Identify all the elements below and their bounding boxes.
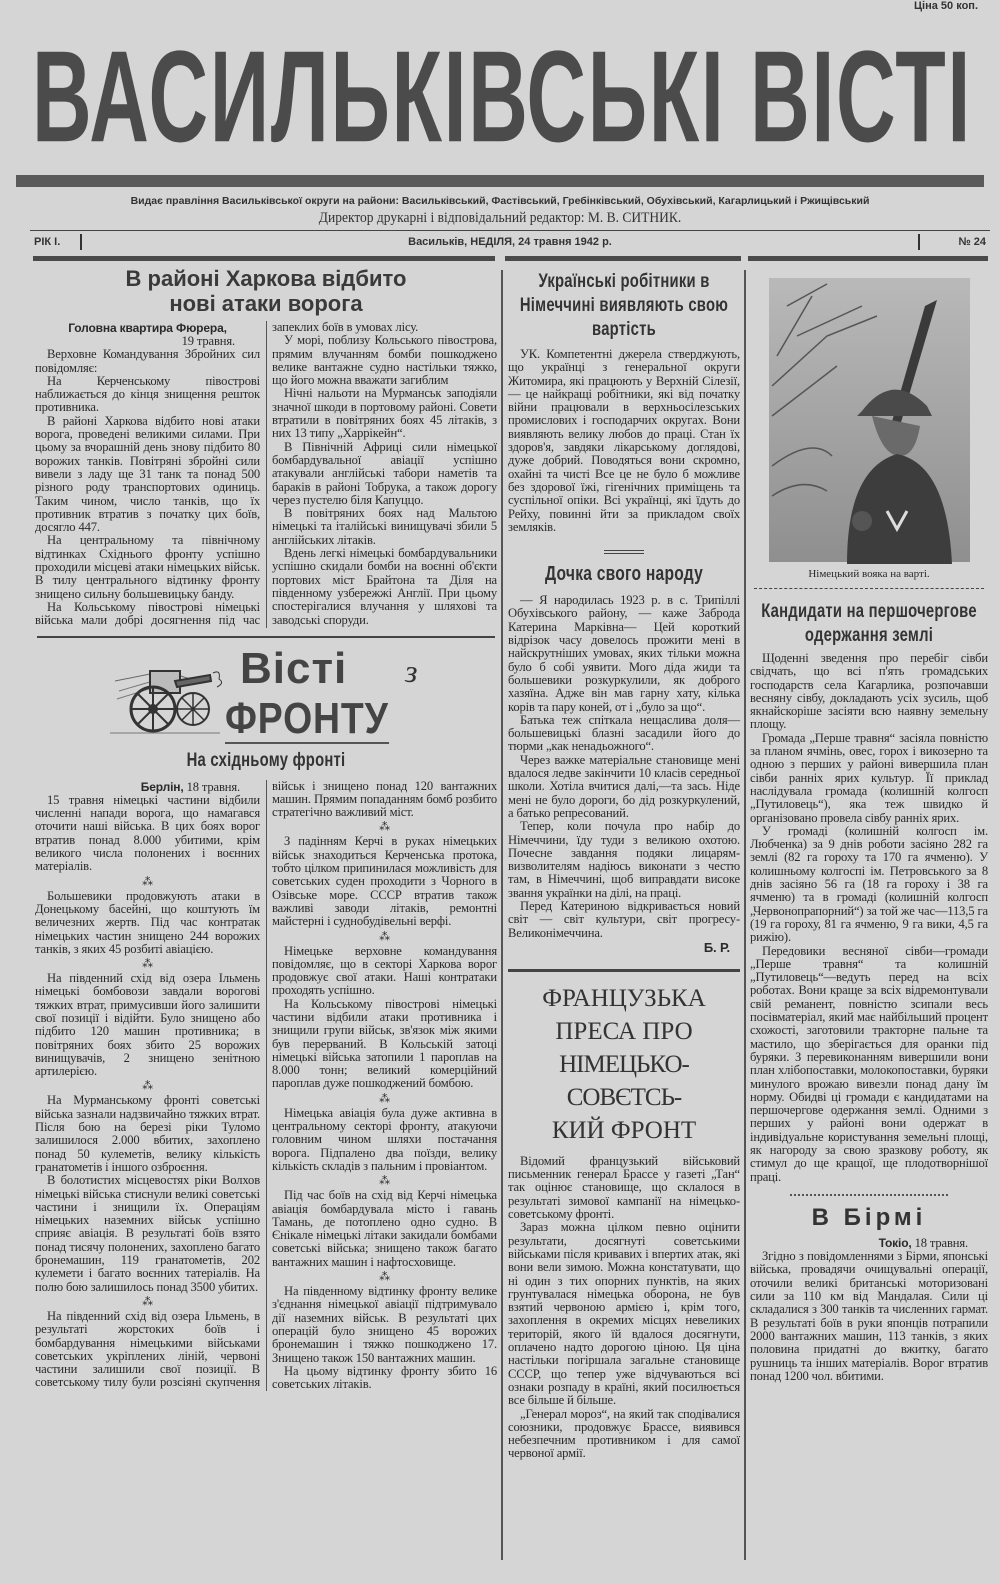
asterism: ⁂: [379, 930, 390, 943]
headline-line: НІМЕЦЬКО-СОВЄТСЬ-: [559, 1050, 689, 1111]
headline-line: ПРЕСА ПРО: [555, 1017, 693, 1045]
price: Ціна 50 коп.: [914, 0, 978, 12]
paragraph: У морі, поблизу Кольського півострова, прямим влучанням бомби пошкоджено велике вантажне судно настільки тяжко, що його можна вважати загиблим: [272, 333, 497, 388]
paragraph: На південний схід від озера Ільмень, в результаті жорстоких боїв і бомбардування німецькими військами советських укріплених ліній, червоні частини залишили свої позиції. В советському тилу були розсіяні скупчення військ і знищено понад 120 вантажних машин. Прямим попаданням бомб розбито стратегічно важливий міст.: [35, 778, 497, 1390]
paragraph: Передовики весняної сівби—громади „Перше травня“ та колишній „Путиловець“—ведуть перед на всіх роботах. Вони краще за всіх відремонтували свій реманент, повністю зсипали весь посівматеріал, який має найбільший процент схожості, заготовили тракторне пальне та мастило, що зберігається для оранки під буряки. З перевиконанням вивершили вони план хлібопоставки, молокопоставки, буряки минулого врожаю вивезли понад дану їм норму. Обидві ці громади є кандидатами на першочергове одержання землі. Одними з перших у районі вони одержат в індивідуальне користування земельні площі, як нагороду за свою зразкову роботу, як стимул до ще кращої, ще плодотворнішої праці.: [750, 943, 988, 1184]
paragraph: Большевики продовжують атаки в Донецькому басейні, що коштують їм величезних жертв. Під час контратак німецьких частин знищено 244 ворожих танків, з яких 45 розбиті авіацією.: [35, 888, 260, 956]
headline: В районі Харкова відбито нові атаки ворога: [125, 266, 407, 316]
divider: [33, 256, 495, 261]
masthead-bar: [16, 175, 984, 187]
right-column: [750, 270, 988, 1383]
paragraph: На Кольському півострові німецькі частини відбили атаки противника і знищили групи військ, зв'язок між якими був перерваний. В Кольській затоці німецькі війська затопили 1 пароплав на 8.000 тонн; великий комерційний пароплав дуже пошкоджений бомбою.: [272, 996, 497, 1091]
paragraph: У громаді (колишній колгосп ім. Любченка) за 9 днів роботи засіяно 282 га землі (82 га гороху та 170 га ячменю). У колишньому колгоспі ім. Петровського за 8 днів засіяно 56 га (18 га гороху і 38 га ячменю) та в громаді (колишній колгосп „Червонопрапорний“) за той же час—113,5 га (19 га гороху, 81 га ячменю, 9 га вики, 4,5 га рижію).: [750, 823, 988, 945]
paragraph: Через важке матеріальне становище мені вдалося ледве закінчити 10 класів середньої школи. Хотіла вчитися далі,—та зась. Ніде мені не було дороги, бо дід розкуркулений, а батько репресований.: [508, 752, 740, 820]
article-daughter-body: [508, 594, 740, 955]
divider: [508, 969, 740, 972]
front-news-body: [35, 780, 497, 1392]
paragraph: В повітряних боях над Мальтою німецькі та італійські винищувачі збили 5 англійських літаків.: [272, 506, 497, 547]
paragraph: Вдень легкі німецькі бомбардувальники успішно скидали бомби на воєнні об'єкти портових міст Брайтона та Діля на південному узбережжі Англії. При цьому спостерігалися влучання у шляхові та заводські споруди.: [272, 546, 497, 627]
issue-date: Васильків, НЕДІЛЯ, 24 травня 1942 р.: [408, 236, 612, 248]
paragraph: Згідно з повідомленнями з Бірми, японські війська, провадячи очищувальні операції, оточили великі британські моторизовані сили за 110 км від Мандалая. Сили ці складалися з 300 танків та численних гармат. В результаті боїв в руки японців потрапили 2000 вантажних машин, 113 танків, з яких половина придатні до вжитку, багато рушниць та інших матеріалів. Ворог втратив понад 1200 чол. вбитими.: [750, 1249, 988, 1383]
divider: [604, 550, 644, 554]
divider: [748, 256, 988, 261]
paragraph: Відомий французький військовий письменник генерал Брассе у газеті „Тан“ так оцінює становище, що склалося в результаті зимової кампанії на німецько-советському фронті.: [508, 1153, 740, 1222]
article-workers-body: [508, 348, 740, 534]
soldier-photo-image: [767, 276, 972, 564]
divider: [37, 636, 495, 638]
asterism: ⁂: [379, 821, 390, 834]
asterism: ⁂: [142, 875, 153, 888]
divider: [30, 230, 990, 231]
cannon-icon: [105, 651, 225, 741]
paragraph: Німецька авіація була дуже активна в центральному секторі фронту, атакуючи головним чином шляхи постачання ворога. Підпалено два поїзди, велику кількість складів з пальним і провіантом.: [272, 1105, 497, 1173]
article-kharkiv: [35, 266, 497, 628]
middle-column: [508, 270, 740, 1461]
divider: [505, 256, 741, 261]
headline-french-press: [508, 982, 740, 1147]
section-subtitle: На східньому фронті: [186, 749, 346, 771]
banner-word-from: з: [405, 652, 418, 689]
masthead: [32, 24, 972, 170]
paragraph: З падінням Керчі в руках німецьких військ знаходиться Керченська протока, тобто цілком припинилася можливість для советських суден проходити з Чорного в Озівське море. СССР втратив також важливі заводи літаків, ремонтні майстерні і суднобудівельні верфі.: [272, 834, 497, 929]
headline-line: ФРАНЦУЗЬКА: [542, 984, 706, 1012]
paragraph: На цьому відтинку фронту збито 16 советських літаків.: [272, 1363, 497, 1392]
asterism: ⁂: [142, 1295, 153, 1308]
article-french-body: [508, 1155, 740, 1461]
paragraph: Громада „Перше травня“ засіяла повністю за планом ячмінь, овес, горох і викозерно та одною з перших у районі вивершила план сівби ранніх ярих культур. Її приклад наслідувала громада (колишній колгосп „Путиловець“), яка теж швидко й організовано провела сівбу ранніх ярих.: [750, 730, 988, 825]
editor-line: Директор друкарні і відповідальний редактор: М. В. СИТНИК.: [318, 210, 682, 226]
dateline-place: Головна квартира Фюрера,: [68, 321, 227, 335]
paragraph: Верховне Командування Збройних сил повідомляє:: [35, 347, 260, 375]
front-news-banner: [105, 643, 465, 746]
headline: Кандидати на першочергове одержання землі: [761, 601, 977, 646]
paragraph: — Я народилась 1923 р. в с. Трипіллі Обухівського району, — каже Заброда Катерина Марківна— Цей короткий відрізок часу довелось прожити мені в найскрутніших умовах, яких тільки можна було б собі уявити. Мого діда жиди та большевики розкуркулили, як доброго хазяїна. Адже він мав гарну хату, кілька корів та пару коней, от і „було за що“.: [508, 593, 740, 714]
paragraph: В Північній Африці сили німецької бомбардувальної авіації успішно атакували англійські табори наметів та бараків в районі Тобрука, а також дорогу через пустелю біля Капуццо.: [272, 439, 497, 507]
paragraph: 15 травня німецькі частини відбили численні напади ворога, що намагався оточити наші війська. В цих боях ворог втратив понад 8.000 убитими, крім великого числа полонених і воєнних матеріалів.: [35, 792, 260, 874]
headline: В Бірмі: [811, 1203, 927, 1231]
signature: Б. Р.: [703, 939, 730, 955]
paragraph: Тепер, коли почула про набір до Німеччини, їду туди з великою охотою. Почесне завдання подяки лицарям-визволителям надіюсь виконати з честю там, в Німеччині, щоб виправдати високе звання українки на ділі, на праці.: [508, 819, 740, 900]
asterism: ⁂: [142, 1080, 153, 1093]
asterism: ⁂: [142, 958, 153, 971]
dateline-place: Берлін,: [140, 779, 184, 794]
dateline-place: Токіо,: [878, 1235, 912, 1250]
headline: Українські робітники в Німеччині виявляють свою вартість: [519, 271, 729, 340]
paragraph: На південний схід від озера Ільмень німецькі бомбовози завдали ворогові тяжких втрат, примусивши його залишити свої позиції і відійти. Було знищено або підбито 120 машин противника; в повітряних боях збито 25 ворожих винищувачів, 2 знищено зенітною артилерією.: [35, 971, 260, 1079]
asterism: ⁂: [379, 1092, 390, 1105]
headline: Дочка свого народу: [545, 563, 703, 586]
asterism: ⁂: [379, 1175, 390, 1188]
newspaper-title: ВАСИЛЬКІВСЬКІ ВІСТІ: [32, 24, 972, 170]
divider: [790, 1194, 948, 1196]
divider: [918, 234, 920, 250]
paragraph: Німецьке верховне командування повідомляє, що в секторі Харкова ворог продовжує свої атаки. Наші контратаки проходять успішно.: [272, 943, 497, 998]
paragraph: На Мурманському фронті советські війська зазнали надзвичайно тяжких втрат. Після бою на березі ріки Туломо залишилося 2.000 вбитих, захоплено понад 50 кулеметів, велику кількість гранатометів і іншого озброєння.: [35, 1093, 260, 1174]
paragraph: Зараз можна цілком певно оцінити результати, досягнуті советськими військами після кривавих і впертих атак, які вони вели зимою. Можна констатувати, що ні один з тих опорних пунктів, на яких грунтувалася німецька оборона, не був взятий червоною армією і, крім того, захоплення в окремих місцях невеликих територій, якого їй вдалося досягнути, оплачено надто дорогою ціною. Ця ціна настільки погіршала загальне становище СССР, що тепер уже відчуваються всі ознаки розпаду в країні, який посилюється все більше й більше.: [508, 1220, 740, 1408]
dateline-date: 18 травня.: [186, 779, 240, 794]
banner-word-news: Вісті: [240, 643, 348, 693]
article-burma-body: [750, 1236, 988, 1383]
article-land-body: [750, 652, 988, 1184]
column-rule: [744, 270, 746, 1560]
asterism: ⁂: [379, 1271, 390, 1284]
dateline-date: 19 травня.: [181, 334, 235, 348]
dateline-date: 18 травня.: [914, 1235, 968, 1250]
issue-number: № 24: [958, 236, 986, 248]
paragraph: Нічні нальоти на Мурманськ заподіяли значної шкоди в портовому районі. Совети втратили в повітряних боях 45 літаків, з них 13 типу „Харрікейн“.: [272, 386, 497, 441]
paragraph: В районі Харкова відбито нові атаки ворога, проведені великими силами. При цьому за вчорашній день знову підбито 80 ворожих танків. Повітряні збройні сили вивели з ладу ще 31 танк та понад 500 різного роду транспортових одиниць. Таким чином, число танків, що їх противник втратив з початку цих боїв, досягло 447.: [35, 413, 260, 535]
article-body: [35, 321, 497, 628]
year: РІК І.: [34, 236, 61, 248]
publisher-line: Видає правління Васильківської округи на райони: Васильківський, Фастівський, Гребінківський, Обухівський, Кагарлицький і Ржищівський: [130, 195, 870, 207]
headline-line: КИЙ ФРОНТ: [551, 1116, 697, 1144]
paragraph: На центральному та північному відтинках Східнього фронту успішно проходили місцеві атаки німецьких військ. В тилу центрального відтинку фронту знищено сильну большевицьку банду.: [35, 533, 260, 601]
paragraph: На південному відтинку фронту велике з'єднання німецької авіації підтримувало дії наземних військ. В результаті цих операцій було знищено 45 ворожих бронемашин і тяжко пошкоджено 17. Знищено також 150 вантажних машин.: [272, 1284, 497, 1365]
divider: [754, 588, 984, 590]
paragraph: Батька теж спіткала нещаслива доля—большевицькі блазні засадили його до тюрми „как ненадьожного“.: [508, 712, 740, 754]
soldier-photo: [767, 276, 972, 564]
paragraph: Щоденні зведення про перебіг сівби свідчать, що всі п'ять громадських господарств села Кагарлика, розпочавши весняну сівбу, докладають усіх зусиль, щоб якнайскоріше засіяти всю наявну земельну площу.: [750, 651, 988, 732]
banner-word-front: ФРОНТУ: [225, 693, 389, 743]
paragraph: В болотистих місцевостях ріки Волхов німецькі війська стиснули великі советські частини і знищили їх. Операціям німецьких наземних військ успішно сприяє авіація. В результаті боїв взято понад тисячу полонених, захоплено багато бронемашин, 119 гранатометів, 202 кулемети і багато воєнних татеріалів. На полю бою залишилось понад 3500 убитих.: [35, 1173, 260, 1294]
paragraph: „Генерал мороз“, на який так сподівалися союзники, продовжує Брассе, виявився небезпечним противником і для самої червоної армії.: [508, 1406, 740, 1461]
paragraph: УК. Компетентні джерела стверджують, що українці з генеральної округи Житомира, які працюють у Верхній Сілезії, — це найкращі робітники, які від початку війни працювали в верхньосілезських промислових і господарчих округах. Вони виявляють велику любов до праці. Стан їх здоров'я, завдяки лікарському доглядові, дуже добрий. Поводяться вони скромно, охайні та чисті Все це не було б можливе без здорової їжі, гігенічних приміщень та суспільної опіки. Всі українці, які їдуть до Рейху, повинні йти за прикладом своїх земляків.: [508, 347, 740, 534]
paragraph: На Кольському півострові німецькі війська мали добрі досягнення під час запеклих боїв в умовах лісу.: [35, 320, 419, 628]
left-section: [35, 266, 497, 1391]
paragraph: Під час боїв на схід від Керчі німецька авіація бомбардувала місто і гавань Тамань, де потоплено одно судно. В Єнікале німецькі літаки закидали бомбами советські війська; знищено також багато вантажних машин і нафтосховище.: [272, 1188, 497, 1269]
photo-caption: Німецький вояка на варті.: [808, 568, 930, 580]
paragraph: Перед Катериною відкривається новий світ — світ культури, світ прогресу-Великонімеччина.: [508, 898, 740, 940]
issue-row: [30, 234, 990, 250]
paragraph: На Керченському півострові наближається до кінця знищення решток противника.: [35, 373, 260, 415]
column-rule: [501, 270, 503, 1560]
